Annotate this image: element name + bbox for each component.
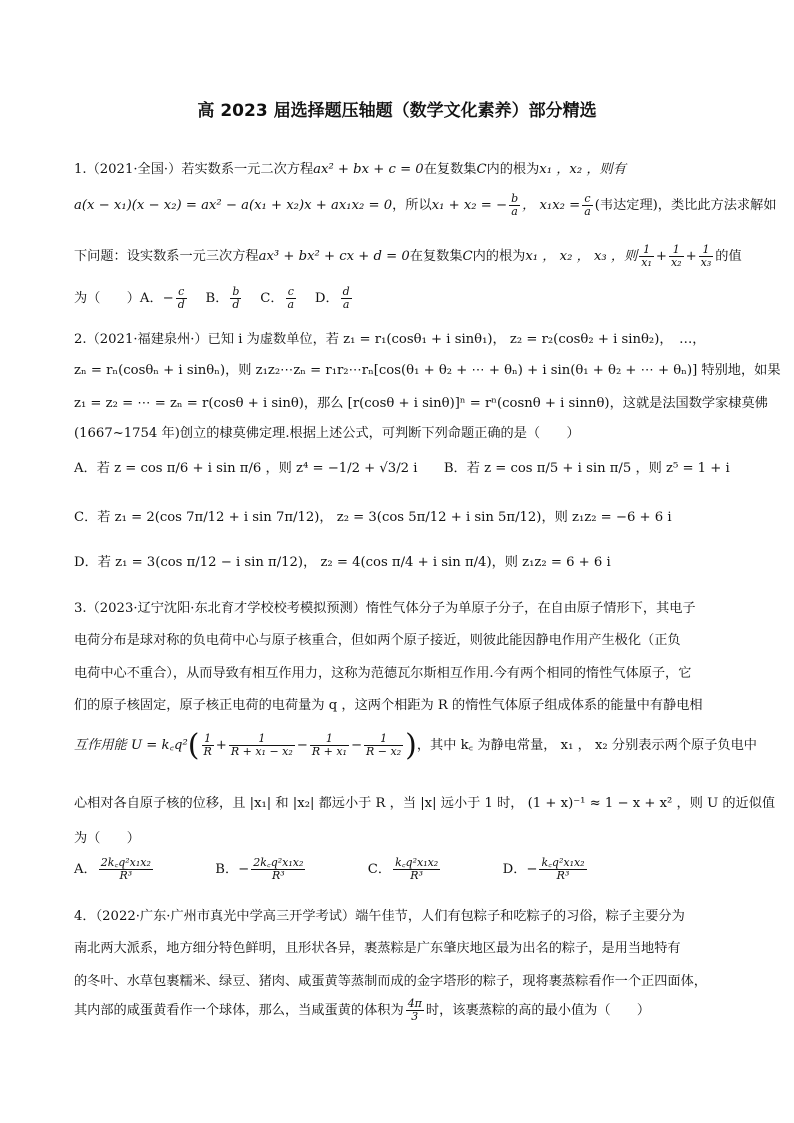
q2-line-1: 2.（2021·福建泉州·）已知 i 为虚数单位，若 z₁ = r₁(cosθ₁ + i sinθ₁)， z₂ = r₂(cosθ₂ + i sinθ₂)， …， xyxy=(74,332,706,347)
q2-option-d[interactable]: D．若 z₁ = 3(cos π/12 − i sin π/12)， z₂ = 4(cos π/4 + i sin π/4)，则 z₁z₂ = 6 + 6 i xyxy=(74,555,611,570)
q1-text: 内的根为 xyxy=(472,249,526,265)
q1-text: 的值 xyxy=(715,249,742,265)
q1-line-2 xyxy=(74,193,776,218)
q1-frac-b-a: $\frac{b}{a}$ xyxy=(511,192,519,219)
q1-roots-3: x₁ ， x₂ ， x₃ ，则 xyxy=(525,249,638,265)
q4-line-2: 南北两大派系，地方细分特色鲜明，且形状各异，裹蒸粽是广东肇庆地区最为出名的粽子，是用当地特有 xyxy=(74,941,681,956)
q1-text: 下问题：设实数系一元三次方程 xyxy=(74,249,259,265)
q1-quadratic: ax² + bx + c = 0 xyxy=(313,162,424,177)
q2-line-2: zₙ = rₙ(cosθₙ + i sinθₙ)，则 z₁z₂⋯zₙ = r₁r₂⋯rₙ[cos(θ₁ + θ₂ + ⋯ + θₙ) + i sin(θ₁ + θ₂ + ⋯ + θₙ)] 特别地，如果 xyxy=(74,363,781,378)
q3-term-3: $\frac{1}{\text{R + x₁}}$ xyxy=(311,731,347,758)
q1-cubic: ax³ + bx² + cx + d = 0 xyxy=(258,249,410,265)
q1-text: 在复数集 xyxy=(409,249,463,265)
q1-text: 内的根为 xyxy=(486,162,540,177)
q4-text: 时，该裹蒸粽的高的最小值为（ ） xyxy=(425,1003,651,1019)
q4-text: 其内部的咸蛋黄看作一个球体，那么，当咸蛋黄的体积为 xyxy=(74,1003,404,1019)
q1-option-d[interactable]: $\frac{d}{a}$ xyxy=(342,285,350,312)
q3-line-6: 心相对各自原子核的位移，且 |x₁| 和 |x₂| 都远小于 R ，当 |x| 远小于 1 时， (1 + x)⁻¹ ≈ 1 − x + x² ，则 U 的近似值 xyxy=(74,796,776,811)
q1-set-c: C xyxy=(476,162,487,177)
q1-option-a[interactable]: $\frac{c}{d}$ xyxy=(177,285,185,312)
q3-energy-label: 互作用能 U = k꜀q² xyxy=(74,738,188,753)
q2-line-4: (1667~1754 年)创立的棣莫佛定理.根据上述公式，可判断下列命题正确的是（ ） xyxy=(74,426,580,441)
q4-line-1: 4．（2022·广东·广州市真光中学高三开学考试）端午佳节，人们有包粽子和吃粽子的习俗，粽子主要分为 xyxy=(74,909,685,924)
page-title: 高 2023 届选择题压轴题（数学文化素养）部分精选 xyxy=(197,101,597,121)
q1-expansion: a(x − x₁)(x − x₂) = ax² − a(x₁ + x₂)x + ax₁x₂ = 0 xyxy=(74,198,393,214)
q1-frac-1-x1: $\frac{1}{\text{x₁}}$ xyxy=(641,243,652,270)
q1-option-b-label: B． xyxy=(205,291,229,307)
q3-option-a[interactable]: A． $\frac{\text{2k꜀q²x₁x₂}}{\text{R³}}$ xyxy=(74,856,151,883)
q3-line-1: 3.（2023·辽宁沈阳·东北育才学校校考模拟预测）惰性气体分子为单原子分子，在自由原子情形下，其电子 xyxy=(74,601,696,616)
q3-option-d[interactable]: D．− $\frac{\text{k꜀q²x₁x₂}}{\text{R³}}$ xyxy=(502,856,585,883)
q3-text: ，其中 k꜀ 为静电常量， x₁ ， x₂ 分别表示两个原子负电中 xyxy=(416,738,757,753)
q3-line-3: 电荷中心不重合），从而导致有相互作用力，这称为范德瓦尔斯相互作用.今有两个相同的惰性气体原子，它 xyxy=(74,666,692,681)
q1-frac-1-x2: $\frac{1}{\text{x₂}}$ xyxy=(670,243,682,270)
q3-term-4: $\frac{1}{\text{R − x₂}}$ xyxy=(366,731,402,758)
q1-roots: x₁ ，x₂ ，则有 xyxy=(539,162,626,177)
q1-text: ，所以 xyxy=(392,198,432,214)
q3-line-5: 互作用能 U = k꜀q²( $\frac{1}{R}$ + $\frac{1}{\text{R + x₁ − x₂}}$ − $\frac{1}{\text{R + x₁}}$ − $\frac{1}{\text{R − x₂}}$ )，其中 k꜀ 为静电常量， x₁ ， x₂ 分别表示两个原子负电中 xyxy=(74,728,757,763)
q1-option-b[interactable]: $\frac{b}{d}$ xyxy=(232,285,240,312)
q1-text: (韦达定理)，类比此方法求解如 xyxy=(594,198,777,214)
q1-option-c[interactable]: $\frac{c}{a}$ xyxy=(287,285,295,312)
q4-volume: $\frac{4\pi}{3}$ xyxy=(407,997,422,1024)
q2-option-a-b[interactable]: A．若 z = cos π/6 + i sin π/6 ，则 z⁴ = −1/2 + √3/2 i B．若 z = cos π/5 + i sin π/5 ，则 z⁵ = 1 + i xyxy=(74,461,730,476)
q4-line-3: 的冬叶、水草包裹糯米、绿豆、猪肉、咸蛋黄等蒸制而成的金字塔形的粽子，现将裹蒸粽看作一个正四面体， xyxy=(74,974,707,989)
q2-line-3: z₁ = z₂ = ⋯ = zₙ = r(cosθ + i sinθ)，那么 [r(cosθ + i sinθ)]ⁿ = rⁿ(cosnθ + i sinnθ)，这就是法国数学家棣莫佛 xyxy=(74,396,768,411)
q1-line-1 xyxy=(74,158,626,177)
q1-line-3: 下问题：设实数系一元三次方程ax³ + bx² + cx + d = 0在复数集C内的根为x₁ ， x₂ ， x₃ ，则 $\frac{1}{\text{x₁}}$ + $\frac{1}{\text{x₂}}$ + $\frac{1}{\text{x₃}}$ 的值 xyxy=(74,243,742,270)
q1-product: ， x₁x₂ = xyxy=(522,198,581,214)
q1-set-c: C xyxy=(462,249,473,265)
q1-frac-1-x3: $\frac{1}{\text{x₃}}$ xyxy=(700,243,712,270)
q1-option-a-label: 为（ ）A．− xyxy=(74,291,174,307)
q3-line-2: 电荷分布是球对称的负电荷中心与原子核重合，但如两个原子接近，则彼此能因静电作用产生极化（正负 xyxy=(74,633,681,648)
q3-option-b[interactable]: B．− $\frac{\text{2k꜀q²x₁x₂}}{\text{R³}}$ xyxy=(215,856,304,883)
q3-term-1: $\frac{1}{R}$ xyxy=(203,731,212,758)
q1-text: 1.（2021·全国·）若实数系一元二次方程 xyxy=(74,162,314,177)
q1-sum: x₁ + x₂ = − xyxy=(431,198,508,214)
q3-option-c[interactable]: C． $\frac{\text{k꜀q²x₁x₂}}{\text{R³}}$ xyxy=(367,856,439,883)
q1-options xyxy=(74,286,354,311)
q3-options xyxy=(74,857,589,882)
q3-line-7: 为（ ） xyxy=(74,831,140,846)
q1-option-c-label: C． xyxy=(260,291,284,307)
q1-text: 在复数集 xyxy=(423,162,477,177)
q3-term-2: $\frac{1}{\text{R + x₁ − x₂}}$ xyxy=(230,731,293,758)
q1-frac-c-a: $\frac{c}{a}$ xyxy=(584,192,591,219)
q3-line-4: 们的原子核固定，原子核正电荷的电荷量为 q ，这两个相距为 R 的惰性气体原子组成体系的能量中有静电相 xyxy=(74,698,703,713)
q4-line-4 xyxy=(74,998,650,1023)
q2-option-c[interactable]: C．若 z₁ = 2(cos 7π/12 + i sin 7π/12)， z₂ = 3(cos 5π/12 + i sin 5π/12)，则 z₁z₂ = −6 + 6 i xyxy=(74,510,672,525)
q1-option-d-label: D． xyxy=(314,291,339,307)
